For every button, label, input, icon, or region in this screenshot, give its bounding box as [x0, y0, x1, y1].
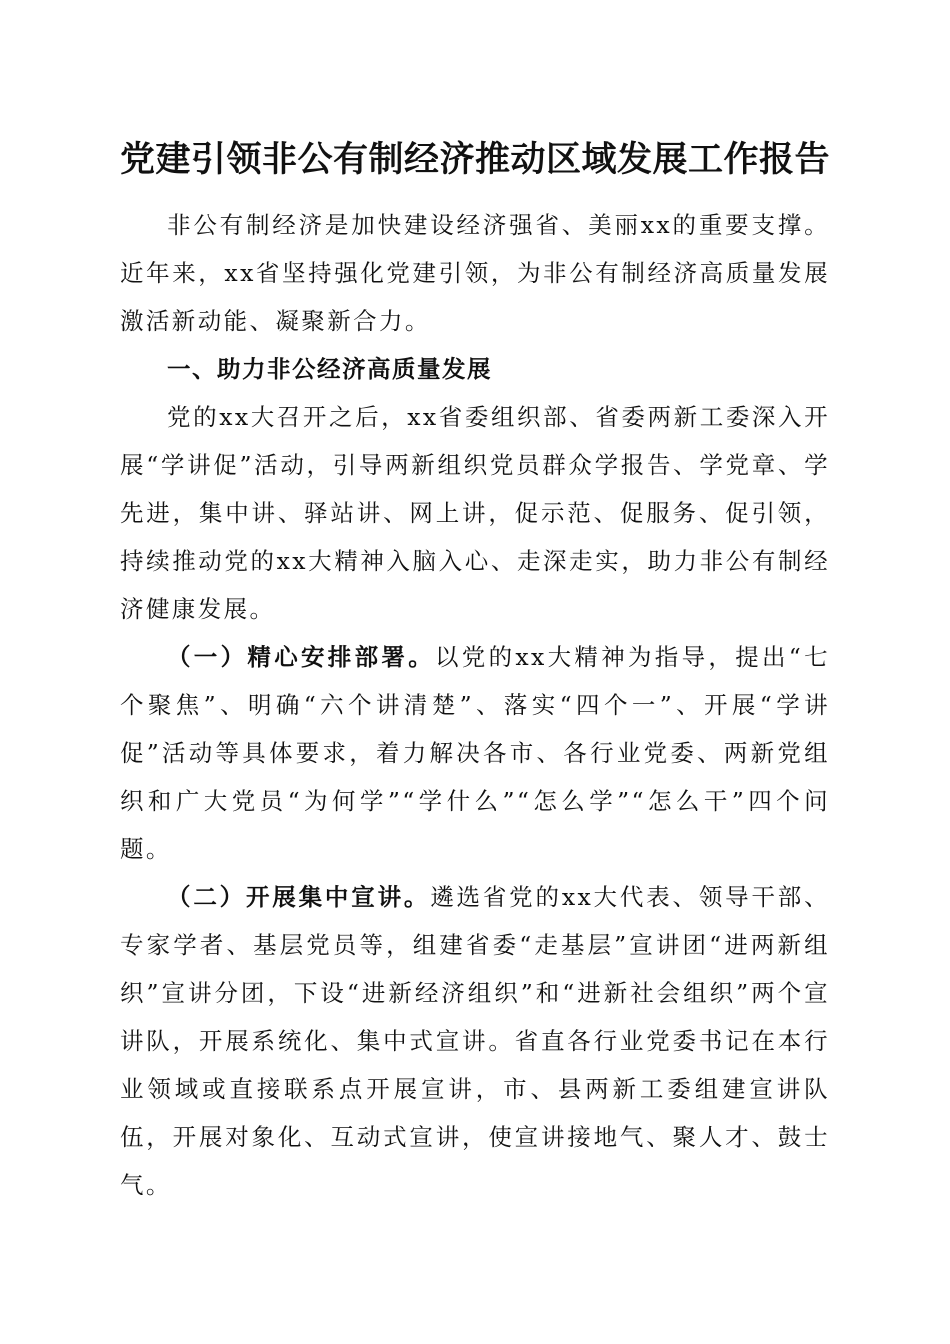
item-2-lead: （二）开展集中宣讲。	[167, 883, 431, 911]
intro-paragraph: 非公有制经济是加快建设经济强省、美丽xx的重要支撑。近年来，xx省坚持强化党建引领，为非公有制经济高质量发展激活新动能、凝聚新合力。	[120, 211, 830, 335]
section-1-paragraph: 党的xx大召开之后，xx省委组织部、省委两新工委深入开展“学讲促”活动，引导两新组织党员群众学报告、学党章、学先进，集中讲、驿站讲、网上讲，促示范、促服务、促引领，持续推动党的xx大精神入脑入心、走深走实，助力非公有制经济健康发展。	[120, 403, 830, 623]
section-1-item-2	[120, 873, 830, 1209]
item-2-text: 遴选省党的xx大代表、领导干部、专家学者、基层党员等，组建省委“走基层”宣讲团“进两新组织”宣讲分团，下设“进新经济组织”和“进新社会组织”两个宣讲队，开展系统化、集中式宣讲。省直各行业党委书记在本行业领域或直接联系点开展宣讲，市、县两新工委组建宣讲队伍，开展对象化、互动式宣讲，使宣讲接地气、聚人才、鼓士气。	[120, 883, 831, 1199]
document-body	[120, 201, 830, 1209]
item-1-lead: （一）精心安排部署。	[167, 643, 435, 671]
document-title: 党建引领非公有制经济推动区域发展工作报告	[120, 140, 831, 180]
section-1-item-1	[120, 633, 830, 873]
section-heading-1: 一、助力非公经济高质量发展	[167, 355, 492, 383]
item-1-text: 以党的xx大精神为指导，提出“七个聚焦”、明确“六个讲清楚”、落实“四个一”、开展“学讲促”活动等具体要求，着力解决各市、各行业党委、两新党组织和广大党员“为何学”“学什么”“怎么学”“怎么干”四个问题。	[120, 643, 831, 863]
